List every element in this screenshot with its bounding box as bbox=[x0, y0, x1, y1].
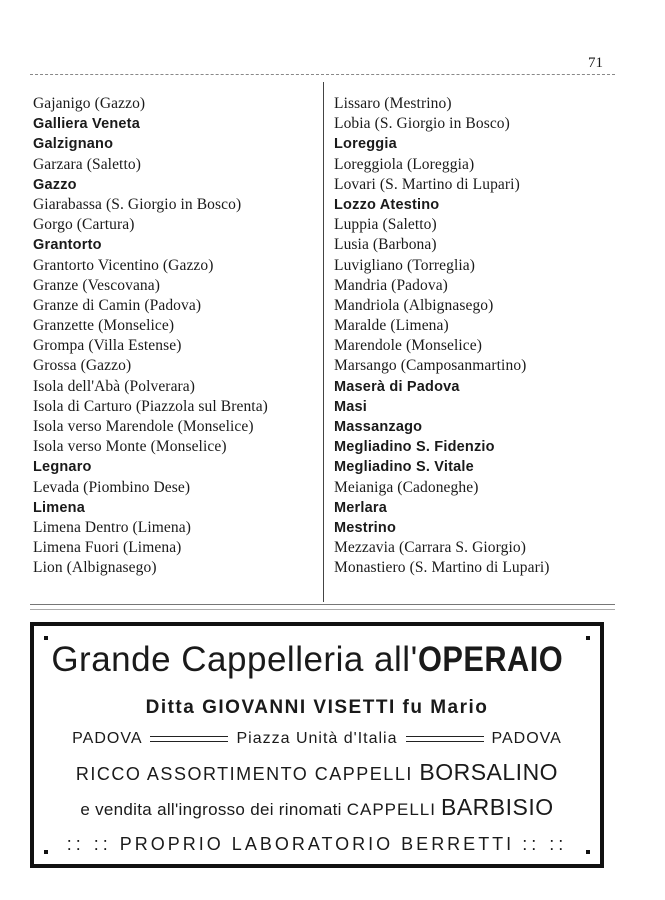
list-item: Grantorto bbox=[33, 237, 102, 254]
ad-sale-prefix: e vendita all'ingrosso dei rinomati bbox=[80, 800, 342, 819]
list-item: Granze (Vescovana) bbox=[33, 276, 161, 294]
ad-sale bbox=[34, 794, 600, 821]
list-item: Loreggia bbox=[334, 136, 397, 153]
left-column-list bbox=[33, 94, 323, 579]
list-item: Lobia (S. Giorgio in Bosco) bbox=[334, 115, 510, 133]
list-item: Galzignano bbox=[33, 136, 114, 153]
list-item: Lissaro (Mestrino) bbox=[334, 95, 452, 112]
list-item: Gazzo bbox=[33, 176, 77, 193]
list-item: Luppia (Saletto) bbox=[334, 216, 437, 234]
ad-lab-text: PROPRIO LABORATORIO BERRETTI bbox=[119, 834, 515, 854]
list-item: Limena bbox=[33, 499, 85, 516]
section-divider-top bbox=[30, 604, 615, 605]
column-divider bbox=[323, 82, 324, 602]
ad-assortment-brand: BORSALINO bbox=[419, 759, 559, 785]
list-item: Garzara (Saletto) bbox=[33, 155, 141, 173]
list-item: Granzette (Monselice) bbox=[33, 317, 175, 335]
list-item: Isola di Carturo (Piazzola sul Brenta) bbox=[33, 397, 268, 415]
list-item: Gajanigo (Gazzo) bbox=[33, 95, 146, 112]
ad-assortment bbox=[34, 759, 600, 786]
list-item: Megliadino S. Fidenzio bbox=[334, 439, 495, 456]
list-item: Maserà di Padova bbox=[334, 378, 460, 395]
section-divider-bottom bbox=[30, 609, 615, 610]
ad-title bbox=[34, 640, 600, 680]
list-item: Grantorto Vicentino (Gazzo) bbox=[33, 256, 214, 274]
list-item: Isola verso Monte (Monselice) bbox=[33, 438, 227, 456]
list-item: Giarabassa (S. Giorgio in Bosco) bbox=[33, 195, 242, 213]
list-item: Limena Fuori (Limena) bbox=[33, 539, 182, 557]
double-rule bbox=[150, 736, 228, 742]
list-item: Monastiero (S. Martino di Lupari) bbox=[334, 559, 550, 577]
ad-assortment-prefix: RICCO ASSORTIMENTO CAPPELLI bbox=[75, 764, 413, 784]
ad-laboratory bbox=[34, 834, 600, 855]
list-item: Legnaro bbox=[33, 459, 92, 476]
ad-firm: Ditta GIOVANNI VISETTI fu Mario bbox=[145, 697, 489, 718]
ad-address-center: Piazza Unità d'Italia bbox=[236, 730, 398, 747]
list-item: Marendole (Monselice) bbox=[334, 337, 483, 355]
list-item: Lion (Albignasego) bbox=[33, 559, 157, 577]
list-item: Mezzavia (Carrara S. Giorgio) bbox=[334, 539, 526, 557]
ad-address bbox=[34, 730, 600, 748]
ad-address-right: PADOVA bbox=[491, 730, 562, 747]
list-item: Megliadino S. Vitale bbox=[334, 459, 474, 476]
list-item: Isola dell'Abà (Polverara) bbox=[33, 377, 196, 395]
list-item: Loreggiola (Loreggia) bbox=[334, 155, 475, 173]
ad-title-prefix: Grande Cappelleria all' bbox=[51, 640, 418, 679]
ad-lab-dots-right: :: :: bbox=[522, 834, 568, 854]
ad-sale-brand: BARBISIO bbox=[441, 794, 554, 820]
list-item: Limena Dentro (Limena) bbox=[33, 518, 191, 536]
page-number: 71 bbox=[588, 55, 603, 71]
double-rule bbox=[406, 736, 484, 742]
ad-title-brand: OPERAIO bbox=[417, 640, 563, 679]
list-item: Marsango (Camposanmartino) bbox=[334, 357, 527, 375]
list-item: Mestrino bbox=[334, 519, 397, 536]
list-item: Lusia (Barbona) bbox=[334, 236, 437, 254]
list-item: Lozzo Atestino bbox=[334, 196, 440, 213]
top-divider bbox=[30, 74, 615, 75]
advertisement-box bbox=[30, 622, 604, 868]
list-item: Gorgo (Cartura) bbox=[33, 216, 135, 234]
list-item: Mandriola (Albignasego) bbox=[334, 296, 494, 314]
list-item: Luvigliano (Torreglia) bbox=[334, 256, 475, 274]
list-item: Galliera Veneta bbox=[33, 116, 140, 133]
list-item: Mandria (Padova) bbox=[334, 276, 448, 294]
list-item: Meianiga (Cadoneghe) bbox=[334, 478, 479, 496]
list-item: Lovari (S. Martino di Lupari) bbox=[334, 175, 520, 193]
list-item: Maralde (Limena) bbox=[334, 317, 449, 335]
list-item: Masi bbox=[334, 398, 368, 415]
list-item: Merlara bbox=[334, 499, 387, 516]
ad-lab-dots-left: :: :: bbox=[66, 834, 112, 854]
list-item: Grompa (Villa Estense) bbox=[33, 337, 182, 355]
right-column-list bbox=[334, 94, 619, 579]
list-item: Isola verso Marendole (Monselice) bbox=[33, 418, 254, 435]
list-item: Grossa (Gazzo) bbox=[33, 357, 132, 375]
list-item: Levada (Piombino Dese) bbox=[33, 478, 191, 496]
list-item: Massanzago bbox=[334, 419, 423, 435]
ad-sale-caps: CAPPELLI bbox=[346, 800, 436, 819]
list-item: Granze di Camin (Padova) bbox=[33, 296, 202, 314]
ad-address-left: PADOVA bbox=[72, 730, 143, 747]
